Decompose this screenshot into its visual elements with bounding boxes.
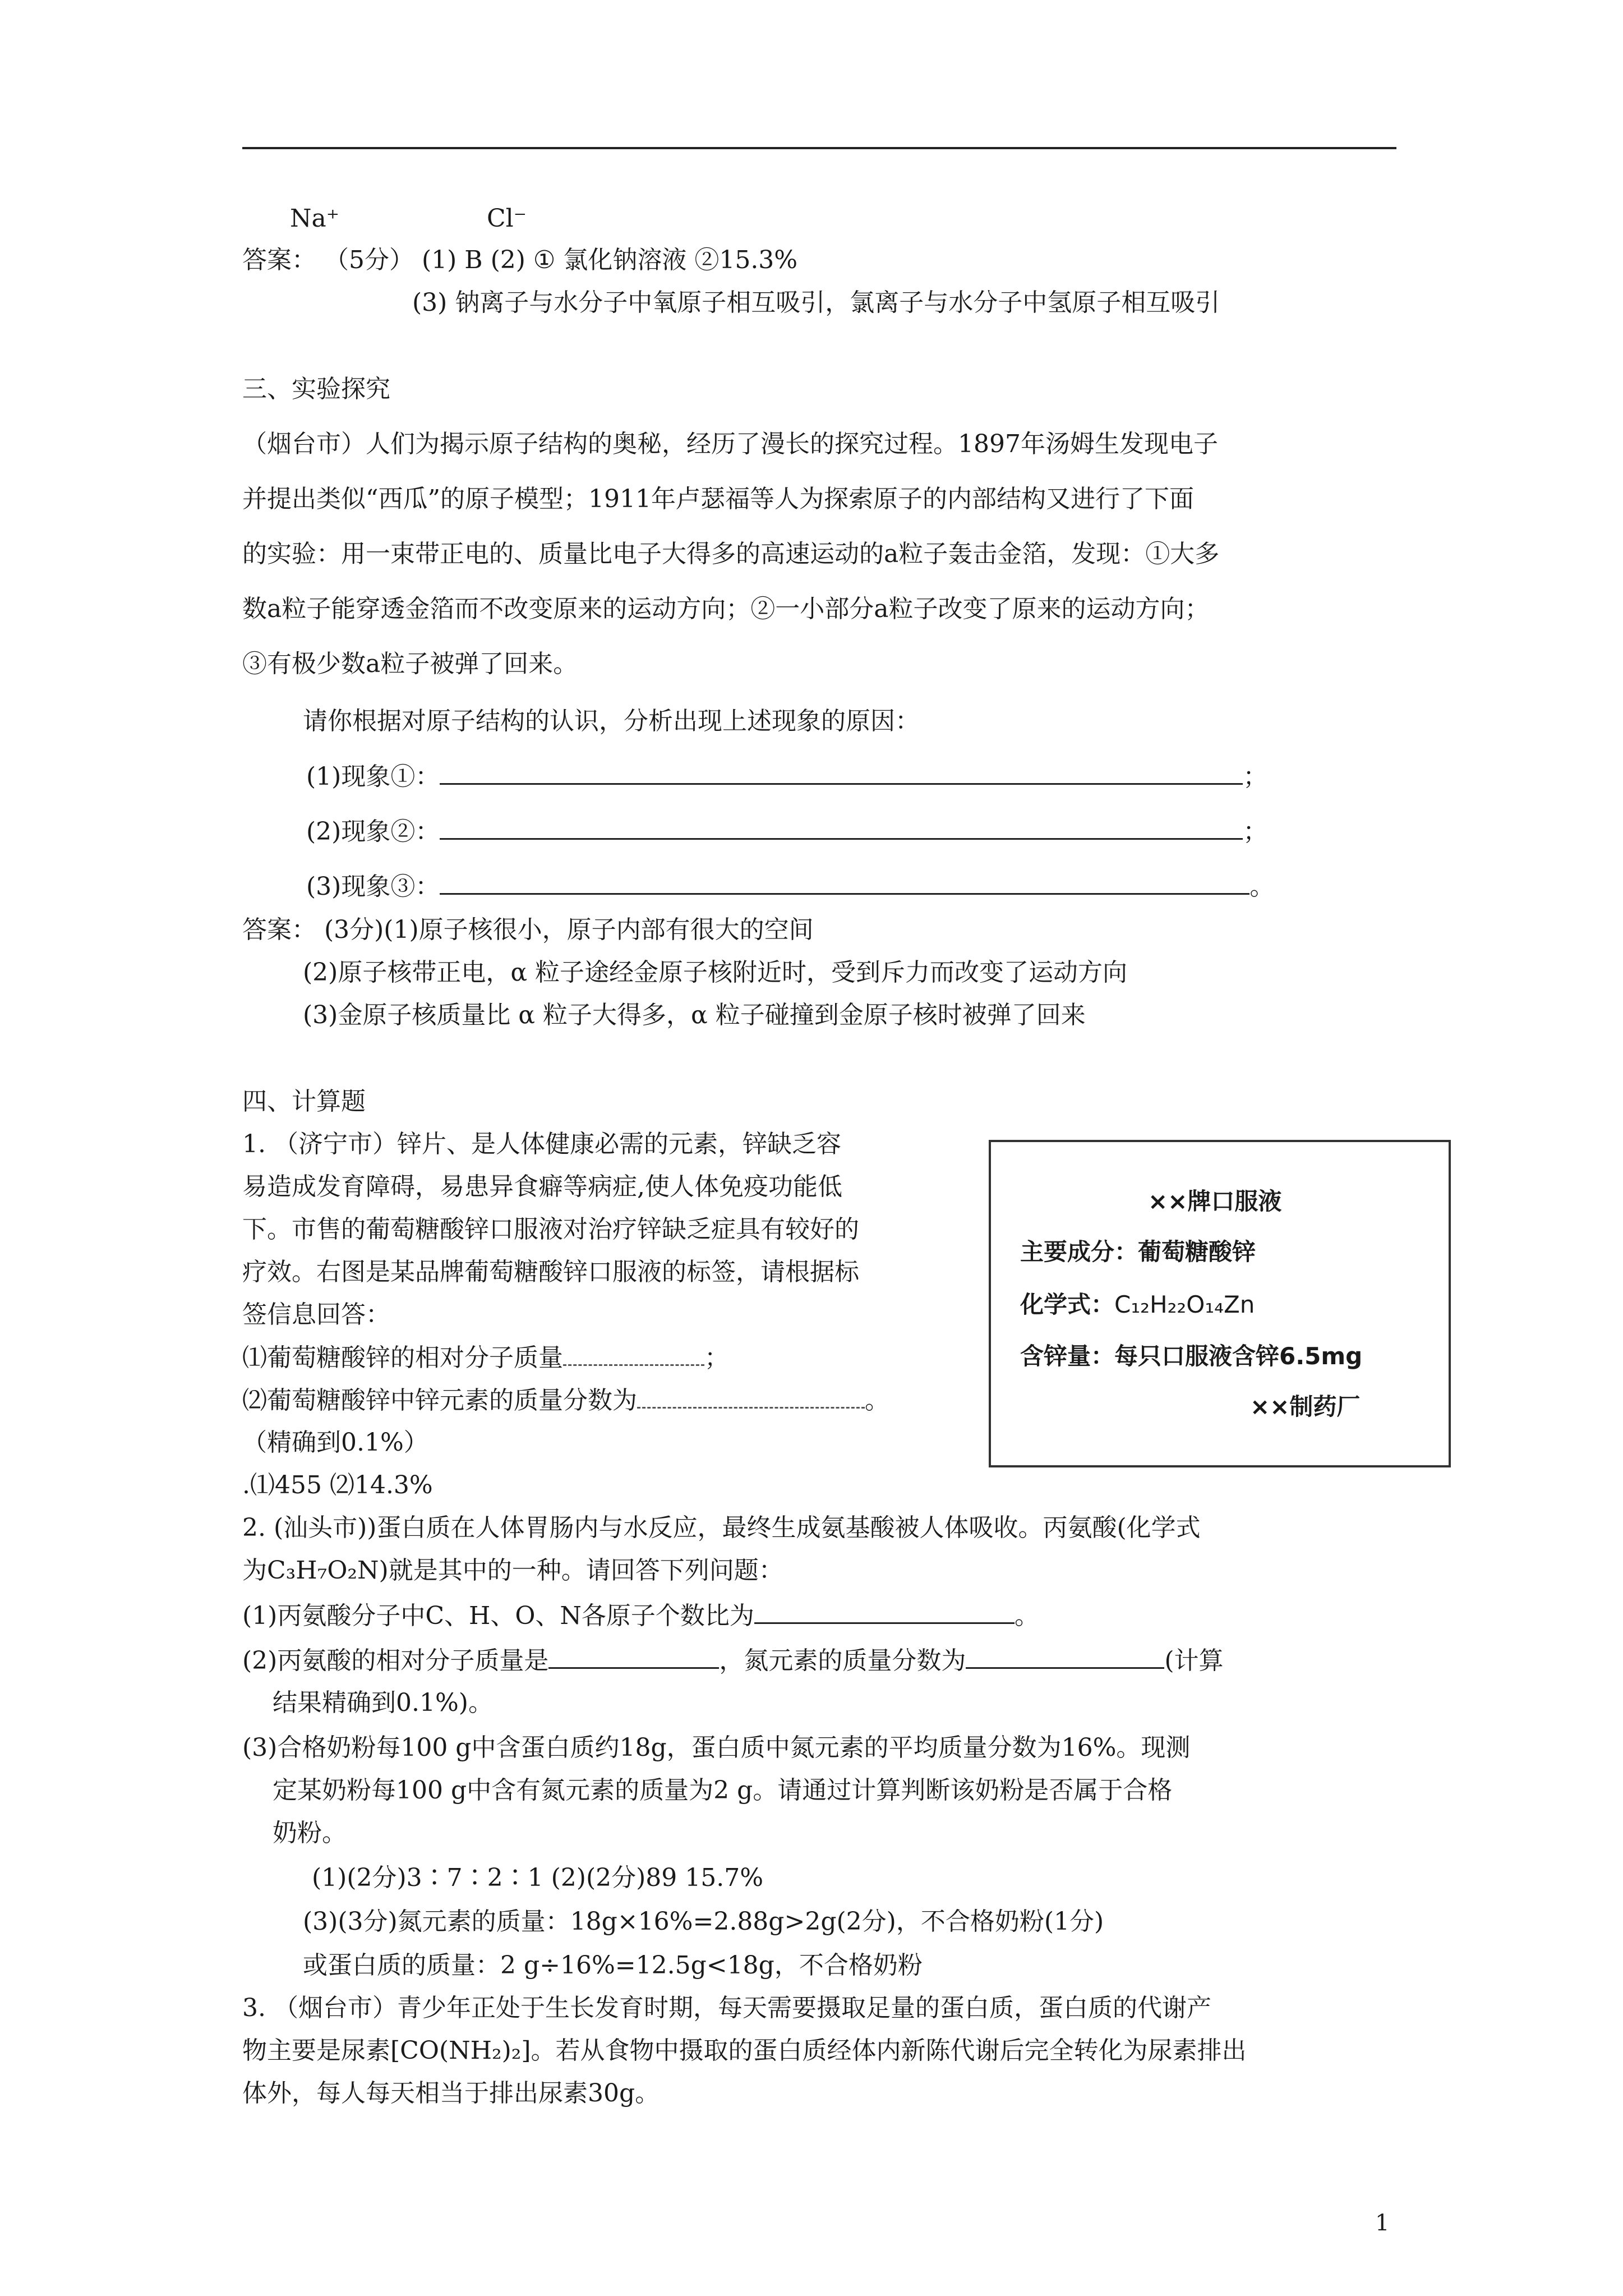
label-zinc-content: 含锌量：每只口服液含锌6.5mg	[1020, 1342, 1363, 1370]
header-rule	[242, 147, 1396, 149]
phenomenon-3	[306, 871, 1274, 903]
q2-sub-2-cont: 结果精确到0.1%)。	[273, 1688, 493, 1717]
q3-line-3: 体外，每人每天相当于排出尿素30g。	[242, 2079, 660, 2108]
section3-answer-2: (2)原子核带正电，α 粒子途经金原子核附近时，受到斥力而改变了运动方向	[303, 958, 1128, 987]
q1-line-5: 签信息回答：	[242, 1300, 390, 1329]
section3-prompt: 请你根据对原子结构的认识，分析出现上述现象的原因：	[303, 707, 920, 735]
q2-sub-1-end: 。	[1014, 1602, 1039, 1630]
q1-line-4: 疗效。右图是某品牌葡萄糖酸锌口服液的标签，请根据标	[242, 1258, 859, 1286]
q2-sub-1-blank[interactable]	[754, 1600, 1015, 1624]
q2-sub-2-text-a: (2)丙氨酸的相对分子质量是	[242, 1646, 549, 1675]
q2-sub-1-text: (1)丙氨酸分子中C、H、O、N各原子个数比为	[242, 1602, 754, 1630]
q1-sub-1-text: ⑴葡萄糖酸锌的相对分子质量	[242, 1343, 563, 1372]
phenomenon-1-end: ；	[1243, 762, 1268, 791]
section3-para-1: （烟台市）人们为揭示原子结构的奥秘，经历了漫长的探究过程。1897年汤姆生发现电子	[242, 430, 1218, 458]
q1-answer: .⑴455 ⑵14.3%	[242, 1471, 433, 1499]
label-title: ××牌口服液	[1148, 1188, 1282, 1215]
section3-title: 三、实验探究	[242, 375, 390, 403]
chloride-ion-label: Cl⁻	[487, 204, 527, 233]
phenomenon-3-label: (3)现象③：	[306, 872, 440, 901]
q1-sub-1-blank[interactable]	[563, 1342, 704, 1366]
label-formula-label: 化学式：	[1020, 1291, 1115, 1318]
q2-sub-2-text-b: ，氮元素的质量分数为	[719, 1646, 966, 1675]
q1-sub-1-end: ；	[704, 1343, 729, 1372]
q2-line-2: 为C₃H₇O₂N)就是其中的一种。请回答下列问题：	[242, 1556, 783, 1585]
q2-answer-2: (3)(3分)氮元素的质量：18g×16%=2.88g>2g(2分)，不合格奶粉(1分)	[303, 1907, 1104, 1936]
q2-sub-2-blank-2[interactable]	[966, 1645, 1164, 1669]
q1-sub-1	[242, 1342, 729, 1374]
q2-sub-3-line-2: 定某奶粉每100 g中含有氮元素的质量为2 g。请通过计算判断该奶粉是否属于合格	[273, 1776, 1173, 1805]
phenomenon-2-end: ；	[1243, 817, 1268, 846]
q2-sub-3-line-1: (3)合格奶粉每100 g中含蛋白质约18g，蛋白质中氮元素的平均质量分数为16%。现测	[242, 1733, 1191, 1762]
q1-sub-2-text: ⑵葡萄糖酸锌中锌元素的质量分数为	[242, 1386, 637, 1415]
q1-note: （精确到0.1%）	[242, 1428, 428, 1457]
section3-answer-1: 答案： (3分)(1)原子核很小，原子内部有很大的空间	[242, 915, 814, 944]
section3-para-4: 数a粒子能穿透金箔而不改变原来的运动方向；②一小部分a粒子改变了原来的运动方向；	[242, 595, 1210, 623]
section3-para-5: ③有极少数a粒子被弹了回来。	[242, 650, 578, 678]
q2-sub-1	[242, 1600, 1039, 1632]
phenomenon-2-answer-blank[interactable]	[440, 816, 1243, 840]
answer-prev-line2: (3) 钠离子与水分子中氧原子相互吸引，氯离子与水分子中氢原子相互吸引	[412, 288, 1220, 317]
q1-sub-2-end: 。	[865, 1386, 889, 1415]
section3-answer-3: (3)金原子核质量比 α 粒子大得多，α 粒子碰撞到金原子核时被弹了回来	[303, 1001, 1086, 1029]
label-ingredient: 主要成分：葡萄糖酸锌	[1020, 1238, 1256, 1266]
q2-line-1: 2. (汕头市))蛋白质在人体胃肠内与水反应，最终生成氨基酸被人体吸收。丙氨酸(化学式	[242, 1513, 1201, 1542]
label-maker: ××制药厂	[1250, 1393, 1361, 1420]
phenomenon-3-answer-blank[interactable]	[440, 871, 1249, 895]
section4-title: 四、计算题	[242, 1087, 366, 1116]
q2-answer-3: 或蛋白质的质量：2 g÷16%=12.5g<18g，不合格奶粉	[303, 1951, 923, 1980]
section3-para-2: 并提出类似“西瓜”的原子模型；1911年卢瑟福等人为探索原子的内部结构又进行了下面	[242, 485, 1194, 513]
q1-sub-2	[242, 1384, 889, 1416]
q1-line-2: 易造成发育障碍，易患异食癖等病症,使人体免疫功能低	[242, 1172, 842, 1201]
phenomenon-3-end: 。	[1249, 872, 1275, 901]
sodium-ion-label: Na⁺	[290, 204, 339, 233]
product-label-box	[989, 1140, 1451, 1467]
phenomenon-2-label: (2)现象②：	[306, 817, 440, 846]
label-formula	[1020, 1290, 1255, 1319]
phenomenon-1-answer-blank[interactable]	[440, 761, 1243, 785]
q3-line-1: 3. （烟台市）青少年正处于生长发育时期，每天需要摄取足量的蛋白质，蛋白质的代谢产	[242, 1994, 1211, 2022]
section3-para-3: 的实验：用一束带正电的、质量比电子大得多的高速运动的a粒子轰击金箔，发现：①大多	[242, 540, 1220, 568]
q2-sub-2-blank-1[interactable]	[548, 1645, 719, 1669]
q1-line-1: 1. （济宁市）锌片、是人体健康必需的元素，锌缺乏容	[242, 1130, 841, 1158]
phenomenon-1	[306, 761, 1267, 793]
phenomenon-1-label: (1)现象①：	[306, 762, 440, 791]
q2-sub-2	[242, 1645, 1224, 1677]
page-number: 1	[1375, 2210, 1390, 2236]
answer-prev-line1: 答案： （5分） (1) B (2) ① 氯化钠溶液 ②15.3%	[242, 246, 798, 274]
phenomenon-2	[306, 816, 1267, 848]
q2-sub-2-text-c: (计算	[1164, 1646, 1224, 1675]
q3-line-2: 物主要是尿素[CO(NH₂)₂]。若从食物中摄取的蛋白质经体内新陈代谢后完全转化为尿素排出	[242, 2036, 1247, 2065]
q2-sub-3-line-3: 奶粉。	[273, 1819, 347, 1847]
q1-sub-2-blank[interactable]	[637, 1384, 865, 1409]
label-formula-value: C₁₂H₂₂O₁₄Zn	[1114, 1291, 1255, 1318]
q2-answer-1: (1)(2分)3∶7∶2∶1 (2)(2分)89 15.7%	[312, 1864, 764, 1892]
q1-line-3: 下。市售的葡萄糖酸锌口服液对治疗锌缺乏症具有较好的	[242, 1215, 859, 1244]
